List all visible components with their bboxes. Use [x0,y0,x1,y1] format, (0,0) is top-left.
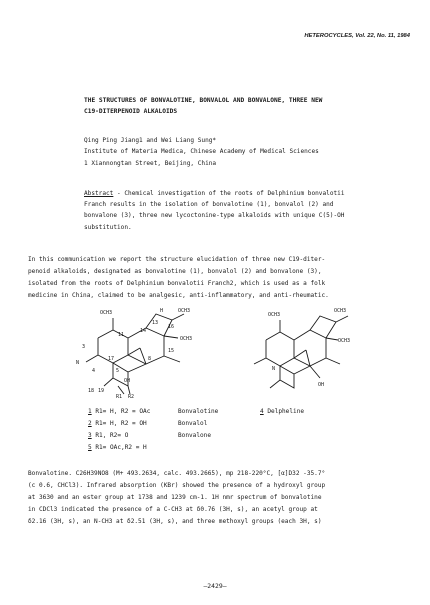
compound-row-3: 3 R1, R2= O [88,432,129,439]
label-delph-oh: OH [318,382,325,388]
label-17: 17 [108,356,115,362]
label-oh: OH [124,378,131,384]
author-affiliation-1: Institute of Materia Medica, Chinese Academy of Medical Sciences [84,148,319,155]
intro-line2: penoid alkaloids, designated as bonvalotine (1), bonvalol (2) and bonvalone (3), [28,268,322,275]
data-line3: at 3630 and an ester group at 1738 and 1239 cm-1. 1H nmr spectrum of bonvalotine [28,494,322,501]
label-19: 19 [98,388,105,394]
compound-row-2: 2 R1= H, R2 = OH [88,420,147,427]
structure-bonvalotine [68,300,208,400]
label-och3-topright: OCH3 [178,308,191,314]
label-delph-och3-left: OCH3 [268,312,281,318]
intro-line1: In this communication we report the structure elucidation of three new C19-diter- [28,256,326,263]
abstract-line3: bonvalone (3), three new lycoctonine-type alkaloids with unique C(5)-OH [84,212,345,219]
abstract-label: Abstract [84,190,114,197]
abstract-text: - Chemical investigation of the roots of Delphinium bonvalotii [113,190,345,197]
label-4: 4 [92,368,96,374]
label-15: 15 [168,348,175,354]
data-line5: δ2.16 (3H, s), an N-CH3 at δ2.51 (3H, s), and three methoxyl groups (each 3H, s) [28,518,322,525]
compound-row-5: 5 R1= OAc,R2 = H [88,444,147,451]
label-18: 18 [88,388,95,394]
label-8: 8 [148,356,152,362]
label-11: 11 [118,332,125,338]
data-line2: (c 0.6, CHCl3). Infrared absorption (KBr) showed the presence of a hydroxyl group [28,482,326,489]
label-och3-right: OCH3 [180,336,193,342]
author-affiliation-2: 1 Xiannongtan Street, Beijing, China [84,160,217,167]
abstract-line1 [84,190,345,198]
intro-line3: isolated from the roots of Delphinium bonvalotii Franch2, which is used as a folk [28,280,326,287]
label-och3-top: OCH3 [100,310,113,316]
compound-row-4: 4 Delpheline [260,408,305,415]
data-line4: in CDCl3 indicated the presence of a C-CH3 at δ0.76 (3H, s), an acetyl group at [28,506,318,513]
page-number: —2429— [203,582,227,590]
journal-header: HETEROCYCLES, Vol. 22, No. 11, 1984 [304,33,410,39]
intro-line4: medicine in China, claimed to be analgesic, anti-inflammatory, and anti-rheumatic. [28,292,329,299]
label-delph-och3-right: OCH3 [338,338,351,344]
label-3: 3 [82,344,86,350]
label-16: 16 [168,324,175,330]
label-delph-och3-top: OCH3 [334,308,347,314]
label-h: H [160,308,164,314]
label-r1: R1 [116,394,123,400]
compound-name-3: Bonvalone [178,432,212,439]
label-5: 5 [116,368,120,374]
paper-title-line1: THE STRUCTURES OF BONVALOTINE, BONVALOL AND BONVALONE, THREE NEW [84,97,323,104]
label-delph-n: N [272,366,276,372]
compound-name-2: Bonvalol [178,420,208,427]
abstract-line4: substitution. [84,224,132,231]
author-names: Qing Ping Jiang1 and Wei Liang Sung* [84,137,217,144]
paper-title-line2: C19-DITERPENOID ALKALOIDS [84,108,178,115]
label-14: 14 [140,328,147,334]
label-r2: R2 [128,394,135,400]
structure-delpheline [238,300,368,400]
compound-name-1: Bonvalotine [178,408,219,415]
compound-row-1: 1 R1= H, R2 = OAc [88,408,151,415]
abstract-line2: Franch results in the isolation of bonvalotine (1), bonvalol (2) and [84,201,334,208]
label-13: 13 [152,320,159,326]
label-n: N [76,360,80,366]
data-line1: Bonvalotine. C26H39NO8 (M+ 493.2634, calc. 493.2665), mp 218-220°C, [α]D32 -35.7° [28,470,326,477]
